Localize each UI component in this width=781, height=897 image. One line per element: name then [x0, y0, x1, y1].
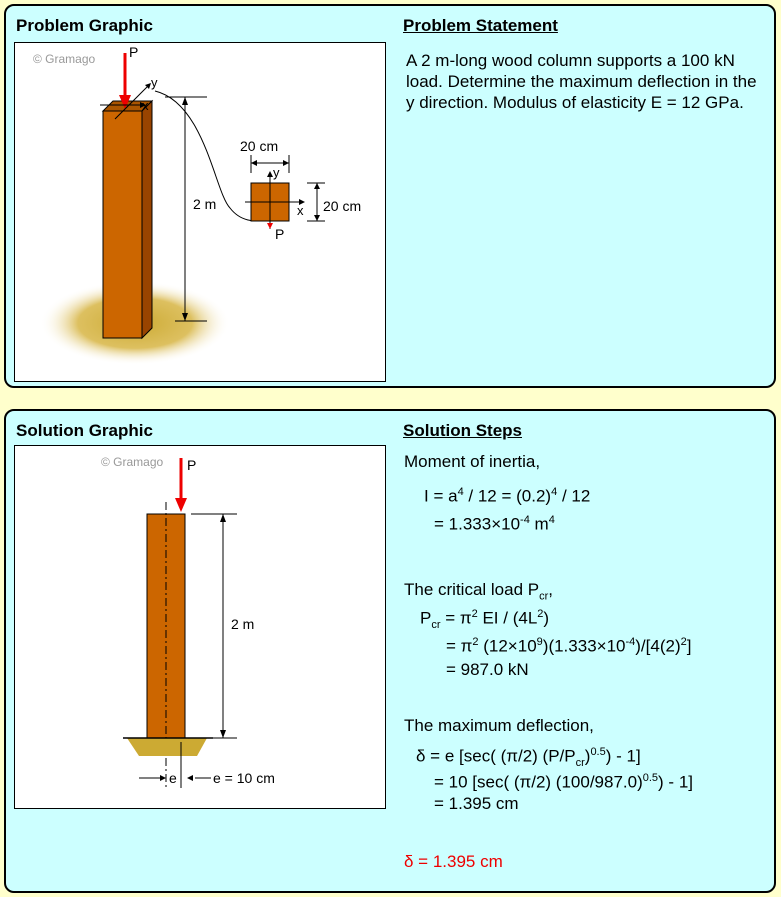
problem-figure — [15, 43, 385, 381]
solution-graphic — [14, 445, 386, 809]
problem-statement-text: A 2 m-long wood column supports a 100 kN load. Determine the maximum deflection in the y direction. Modulus of elasticity E = 12 GPa. — [406, 51, 757, 112]
solution-panel — [4, 409, 776, 893]
solution-graphic-heading: Solution Graphic — [16, 421, 153, 440]
moment-title: Moment of inertia, — [404, 452, 541, 471]
deflection-title: The maximum deflection, — [404, 716, 594, 735]
problem-statement-heading: Problem Statement — [403, 16, 558, 35]
solution-steps-heading: Solution Steps — [403, 421, 522, 440]
final-answer: δ = 1.395 cm — [404, 852, 503, 871]
ecc-label: e = 10 cm — [213, 770, 275, 786]
ground — [127, 738, 207, 756]
watermark: © Gramago — [33, 52, 96, 66]
deflection-value: = 1.395 cm — [434, 794, 519, 813]
critical-value: = 987.0 kN — [446, 660, 529, 679]
column-front — [103, 111, 142, 338]
section-axis-x: x — [297, 203, 304, 218]
ecc-symbol: e — [169, 770, 177, 786]
moment-formula: $I = a^4 / 12 = (0.2)^4 / 12$ — [424, 486, 591, 506]
problem-graphic-heading: Problem Graphic — [16, 16, 153, 35]
depth-label: 20 cm — [323, 198, 362, 214]
load-arrowhead — [175, 498, 187, 512]
load-label: P — [187, 457, 197, 473]
axis-y-label: y — [151, 75, 158, 90]
column-side — [142, 101, 152, 338]
section-axis-y: y — [273, 165, 280, 180]
deflection-substitution: = 10 [sec( (π/2) $(100/987.0)^{0.5}) - 1$] — [434, 772, 693, 792]
critical-formula: $P_{cr} = \pi^2$ EI / $(4L^2)$ — [420, 608, 550, 632]
length-label: 2 m — [231, 616, 255, 632]
critical-substitution: = $\pi^2$ $(12\times 10^9)(1.333\times 10^{-4})/[4(2)^2]$ — [446, 636, 692, 656]
section-load-label: P — [275, 226, 285, 242]
axis-x-label: x — [142, 98, 149, 113]
problem-graphic — [14, 42, 386, 382]
critical-title: The critical load $P_{cr}$, — [404, 580, 554, 603]
watermark: © Gramago — [101, 455, 164, 469]
width-label: 20 cm — [240, 138, 279, 154]
moment-value: = $1.333\times 10^{-4}$ $m^4$ — [434, 514, 555, 534]
solution-figure — [15, 446, 385, 808]
load-label: P — [129, 44, 139, 60]
problem-panel — [4, 4, 776, 388]
deflection-formula: δ = e [sec( (π/2) $(P/P_{cr})^{0.5}) - 1$] — [416, 746, 641, 770]
length-label: 2 m — [193, 196, 217, 212]
